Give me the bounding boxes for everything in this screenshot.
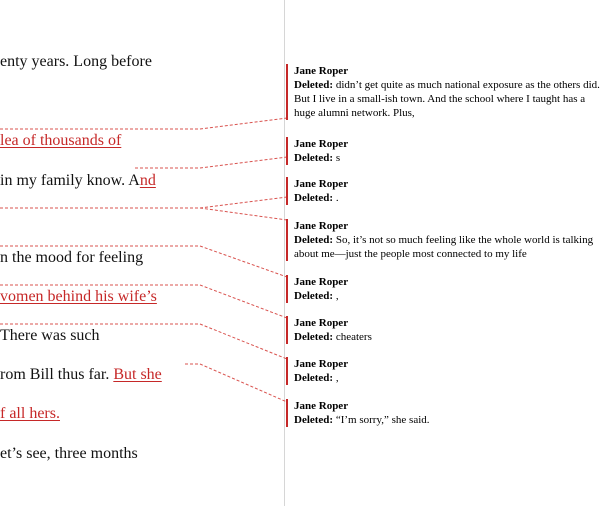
document-text: et’s see, three months xyxy=(0,445,138,462)
document-line-2[interactable] xyxy=(0,131,121,151)
comment-body xyxy=(294,371,604,385)
comment-bar xyxy=(286,357,288,385)
comment-text: So, it’s not so much feeling like the whole world is talking about me—just the people most connected to my life xyxy=(294,234,594,260)
inserted-text: vomen behind his wife’s xyxy=(0,288,157,305)
inserted-text: f all hers. xyxy=(0,405,60,422)
comment-balloon[interactable] xyxy=(286,219,604,261)
comment-author: Jane Roper xyxy=(294,220,349,232)
comment-author: Jane Roper xyxy=(294,65,349,77)
comment-author: Jane Roper xyxy=(294,276,349,288)
comment-bar xyxy=(286,177,288,205)
comment-label: Deleted: xyxy=(294,79,334,91)
comment-label: Deleted: xyxy=(294,152,334,164)
comment-bar xyxy=(286,219,288,261)
comment-label: Deleted: xyxy=(294,372,334,384)
comment-bar xyxy=(286,137,288,165)
document-text: enty years. Long before xyxy=(0,53,152,70)
document-line-6[interactable] xyxy=(0,326,100,346)
comment-balloon[interactable] xyxy=(286,316,604,344)
comment-text: didn’t get quite as much national exposure as the others did. But I live in a small-ish town. And the school where I taught has a huge alumni network. Plus, xyxy=(294,79,600,119)
comment-bar xyxy=(286,399,288,427)
comment-author: Jane Roper xyxy=(294,400,349,412)
inserted-text: nd xyxy=(139,172,156,189)
inserted-text: But she xyxy=(113,366,162,383)
comment-body xyxy=(294,78,604,120)
comment-balloon[interactable] xyxy=(286,177,604,205)
comment-label: Deleted: xyxy=(294,414,334,426)
comment-author: Jane Roper xyxy=(294,178,349,190)
comment-balloon[interactable] xyxy=(286,399,604,427)
document-text: n the mood for feeling xyxy=(0,249,144,266)
document-line-4[interactable] xyxy=(0,248,143,268)
document-line-7[interactable] xyxy=(0,365,162,385)
inserted-text: lea of thousands of xyxy=(0,132,122,149)
comment-text: , xyxy=(333,290,339,302)
comment-body xyxy=(294,413,604,427)
comment-text: cheaters xyxy=(333,331,372,343)
document-line-1[interactable] xyxy=(0,52,152,72)
document-line-9[interactable] xyxy=(0,444,138,464)
document-line-8[interactable] xyxy=(0,404,60,424)
comment-text: “I’m sorry,” she said. xyxy=(333,414,430,426)
comment-balloon[interactable] xyxy=(286,275,604,303)
comment-bar xyxy=(286,316,288,344)
comment-author: Jane Roper xyxy=(294,138,349,150)
document-line-3[interactable] xyxy=(0,171,156,191)
comment-text: s xyxy=(333,152,341,164)
comment-body xyxy=(294,289,604,303)
document-text: There was such xyxy=(0,327,100,344)
document-text: in my family know. A xyxy=(0,172,140,189)
comment-body xyxy=(294,233,604,261)
comment-bar xyxy=(286,275,288,303)
document-page[interactable] xyxy=(0,0,284,506)
comment-label: Deleted: xyxy=(294,192,334,204)
comment-balloon[interactable] xyxy=(286,357,604,385)
comment-body xyxy=(294,330,604,344)
comment-balloon[interactable] xyxy=(286,137,604,165)
comment-text: , xyxy=(333,372,339,384)
comment-label: Deleted: xyxy=(294,234,334,246)
comment-label: Deleted: xyxy=(294,290,334,302)
comment-body xyxy=(294,151,604,165)
comment-text: . xyxy=(333,192,339,204)
comments-margin xyxy=(285,0,614,506)
comment-body xyxy=(294,191,604,205)
comment-author: Jane Roper xyxy=(294,317,349,329)
comment-balloon[interactable] xyxy=(286,64,604,120)
comment-author: Jane Roper xyxy=(294,358,349,370)
document-text: rom Bill thus far. xyxy=(0,366,114,383)
comment-bar xyxy=(286,64,288,120)
document-line-5[interactable] xyxy=(0,287,157,307)
comment-label: Deleted: xyxy=(294,331,334,343)
